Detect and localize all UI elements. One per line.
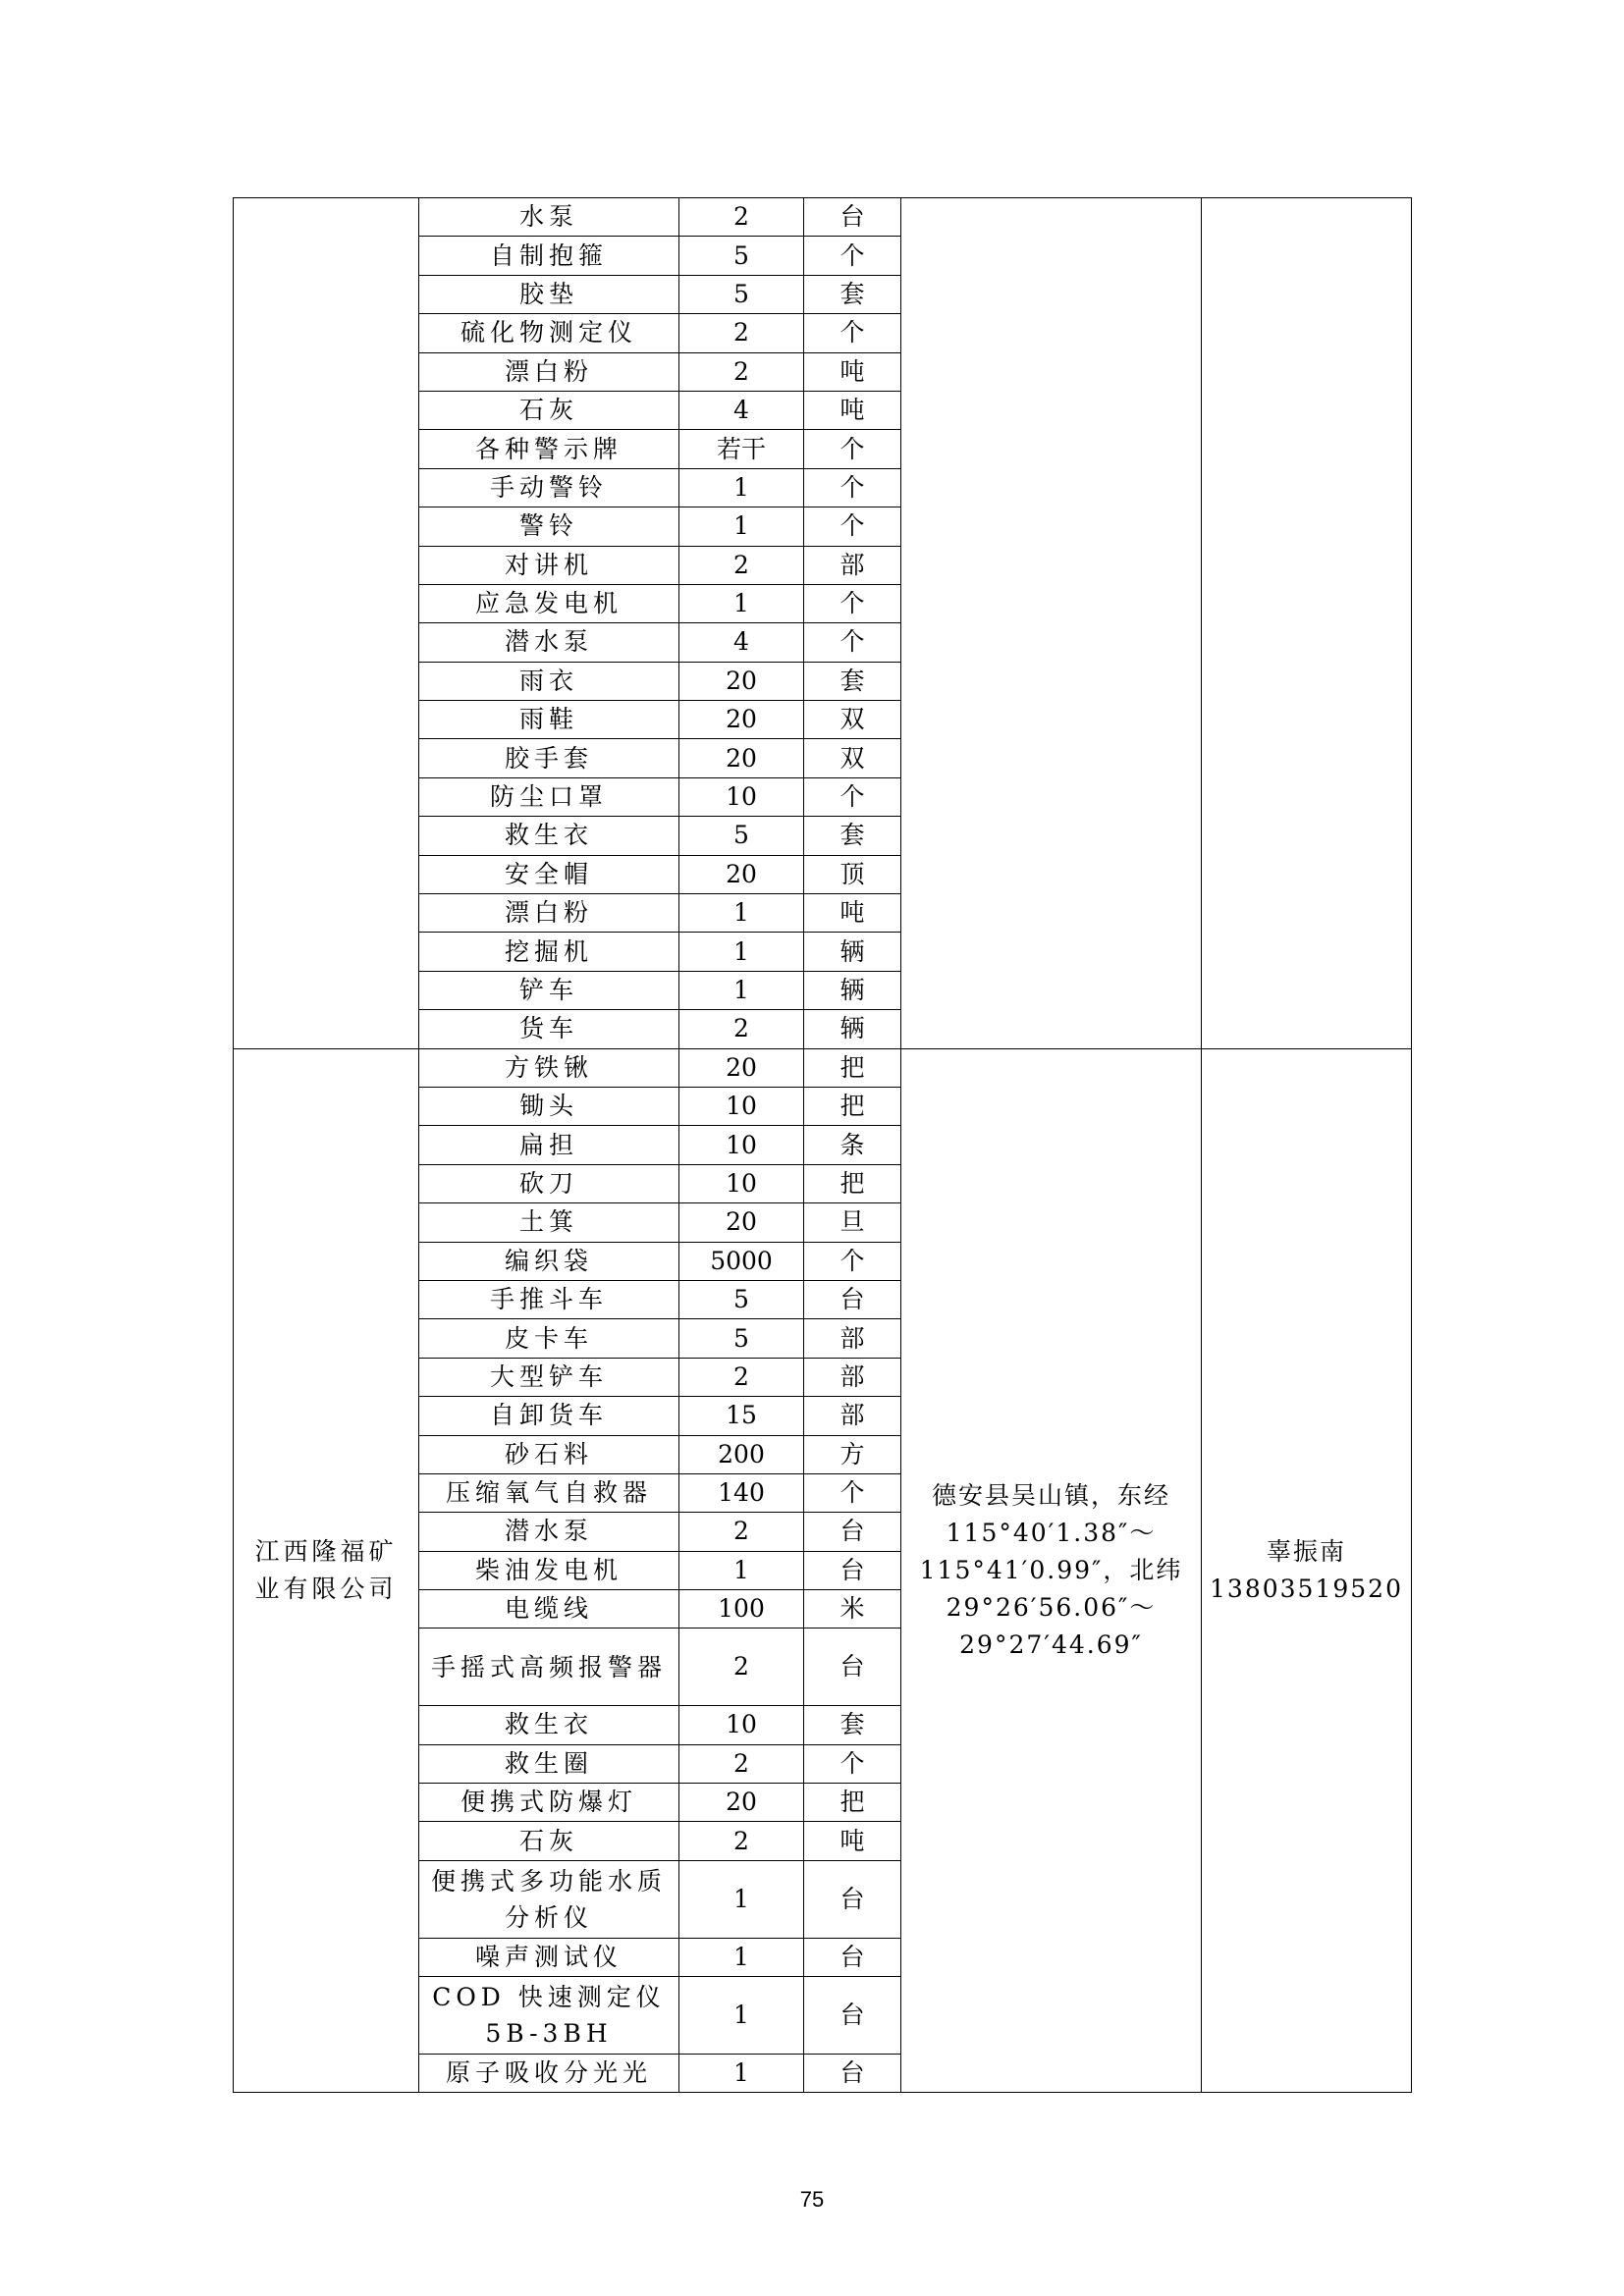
item-name-cell: 漂白粉 [419,352,679,391]
item-qty-cell: 1 [679,584,804,622]
item-name-cell: 便携式防爆灯 [419,1784,679,1822]
item-unit-cell: 个 [804,507,901,546]
item-unit-cell: 台 [804,1629,901,1706]
item-qty-cell: 200 [679,1435,804,1473]
item-unit-cell: 个 [804,777,901,816]
item-name-cell: 雨鞋 [419,701,679,739]
item-unit-cell: 吨 [804,391,901,429]
item-unit-cell: 个 [804,1473,901,1512]
item-qty-cell: 20 [679,1784,804,1822]
item-qty-cell: 5 [679,237,804,275]
item-qty-cell: 2 [679,1010,804,1048]
item-qty-cell: 10 [679,1164,804,1202]
item-qty-cell: 20 [679,1203,804,1242]
item-name-cell: 挖掘机 [419,933,679,971]
item-qty-cell: 1 [679,1551,804,1589]
item-qty-cell: 100 [679,1590,804,1629]
item-unit-cell: 条 [804,1126,901,1164]
item-qty-cell: 5 [679,1319,804,1358]
item-unit-cell: 个 [804,1744,901,1783]
item-name-cell: 噪声测试仪 [419,1938,679,1976]
item-unit-cell: 把 [804,1784,901,1822]
item-qty-cell: 1 [679,1977,804,2055]
item-name-cell: 对讲机 [419,546,679,584]
item-unit-cell: 台 [804,198,901,237]
item-qty-cell: 1 [679,894,804,933]
item-name-cell: 便携式多功能水质分析仪 [419,1860,679,1938]
item-unit-cell: 个 [804,1242,901,1280]
item-unit-cell: 双 [804,701,901,739]
item-qty-cell: 20 [679,1048,804,1087]
item-name-cell: 手推斗车 [419,1280,679,1318]
item-qty-cell: 2 [679,198,804,237]
item-unit-cell: 方 [804,1435,901,1473]
table-row [234,198,1412,237]
item-name-cell: 胶手套 [419,739,679,777]
item-name-cell: 潜水泵 [419,623,679,662]
item-unit-cell: 米 [804,1590,901,1629]
item-name-cell: 锄头 [419,1087,679,1125]
item-name-cell: 柴油发电机 [419,1551,679,1589]
item-unit-cell: 个 [804,584,901,622]
item-name-cell: 铲车 [419,971,679,1009]
item-qty-cell: 4 [679,623,804,662]
item-unit-cell: 旦 [804,1203,901,1242]
item-unit-cell: 套 [804,817,901,855]
item-unit-cell: 吨 [804,1822,901,1860]
item-unit-cell: 台 [804,2054,901,2092]
item-unit-cell: 套 [804,662,901,700]
item-qty-cell: 10 [679,1087,804,1125]
item-unit-cell: 台 [804,1551,901,1589]
contact-cell: 辜振南 13803519520 [1202,1048,1412,2093]
item-qty-cell: 1 [679,933,804,971]
item-unit-cell: 把 [804,1048,901,1087]
item-unit-cell: 台 [804,1860,901,1938]
item-name-cell: 漂白粉 [419,894,679,933]
item-qty-cell: 2 [679,1822,804,1860]
item-qty-cell: 10 [679,777,804,816]
equipment-table-body [234,198,1412,2093]
item-qty-cell: 2 [679,352,804,391]
item-qty-cell: 5 [679,275,804,313]
item-qty-cell: 140 [679,1473,804,1512]
item-qty-cell: 2 [679,1629,804,1706]
item-name-cell: 防尘口罩 [419,777,679,816]
item-name-cell: 编织袋 [419,1242,679,1280]
item-name-cell: 原子吸收分光光 [419,2054,679,2092]
item-qty-cell: 4 [679,391,804,429]
item-name-cell: 雨衣 [419,662,679,700]
item-qty-cell: 5000 [679,1242,804,1280]
item-unit-cell: 台 [804,1938,901,1976]
item-unit-cell: 套 [804,1706,901,1744]
location-cell [901,198,1202,1049]
item-unit-cell: 个 [804,430,901,468]
item-name-cell: 货车 [419,1010,679,1048]
item-name-cell: 潜水泵 [419,1513,679,1551]
item-name-cell: 各种警示牌 [419,430,679,468]
item-unit-cell: 套 [804,275,901,313]
item-name-cell: COD 快速测定仪 5B-3BH [419,1977,679,2055]
item-qty-cell: 20 [679,855,804,893]
item-qty-cell: 20 [679,739,804,777]
item-qty-cell: 15 [679,1397,804,1435]
item-unit-cell: 个 [804,314,901,352]
item-name-cell: 救生衣 [419,1706,679,1744]
item-name-cell: 砍刀 [419,1164,679,1202]
item-name-cell: 水泵 [419,198,679,237]
item-unit-cell: 个 [804,237,901,275]
item-name-cell: 硫化物测定仪 [419,314,679,352]
item-name-cell: 大型铲车 [419,1358,679,1396]
item-name-cell: 自卸货车 [419,1397,679,1435]
item-name-cell: 土箕 [419,1203,679,1242]
item-name-cell: 压缩氧气自救器 [419,1473,679,1512]
item-unit-cell: 吨 [804,352,901,391]
item-name-cell: 应急发电机 [419,584,679,622]
item-qty-cell: 10 [679,1126,804,1164]
item-name-cell: 救生圈 [419,1744,679,1783]
item-qty-cell: 2 [679,314,804,352]
contact-cell [1202,198,1412,1049]
item-qty-cell: 20 [679,662,804,700]
item-unit-cell: 把 [804,1164,901,1202]
item-unit-cell: 部 [804,1358,901,1396]
item-name-cell: 扁担 [419,1126,679,1164]
item-name-cell: 石灰 [419,1822,679,1860]
item-qty-cell: 5 [679,1280,804,1318]
org-cell [234,198,419,1049]
table-row [234,1048,1412,1087]
item-name-cell: 救生衣 [419,817,679,855]
item-name-cell: 自制抱箍 [419,237,679,275]
item-name-cell: 砂石料 [419,1435,679,1473]
item-unit-cell: 把 [804,1087,901,1125]
item-unit-cell: 辆 [804,971,901,1009]
item-qty-cell: 1 [679,1860,804,1938]
item-qty-cell: 20 [679,701,804,739]
item-qty-cell: 1 [679,971,804,1009]
equipment-table [233,197,1412,2093]
item-unit-cell: 部 [804,546,901,584]
item-unit-cell: 个 [804,468,901,507]
item-unit-cell: 部 [804,1397,901,1435]
item-unit-cell: 吨 [804,894,901,933]
item-name-cell: 电缆线 [419,1590,679,1629]
item-qty-cell: 1 [679,468,804,507]
item-unit-cell: 个 [804,623,901,662]
item-unit-cell: 台 [804,1280,901,1318]
item-name-cell: 安全帽 [419,855,679,893]
item-name-cell: 皮卡车 [419,1319,679,1358]
item-qty-cell: 2 [679,1358,804,1396]
item-name-cell: 石灰 [419,391,679,429]
item-qty-cell: 2 [679,1513,804,1551]
item-qty-cell: 5 [679,817,804,855]
item-qty-cell: 2 [679,546,804,584]
item-name-cell: 警铃 [419,507,679,546]
item-unit-cell: 台 [804,1977,901,2055]
item-qty-cell: 1 [679,507,804,546]
location-cell: 德安县吴山镇，东经115°40′1.38″～115°41′0.99″，北纬29°26′56.06″～29°27′44.69″ [901,1048,1202,2093]
item-unit-cell: 双 [804,739,901,777]
org-cell: 江西隆福矿业有限公司 [234,1048,419,2093]
item-name-cell: 方铁锹 [419,1048,679,1087]
item-qty-cell: 若干 [679,430,804,468]
item-name-cell: 手动警铃 [419,468,679,507]
item-qty-cell: 2 [679,1744,804,1783]
item-name-cell: 胶垫 [419,275,679,313]
item-qty-cell: 1 [679,2054,804,2092]
item-name-cell: 手摇式高频报警器 [419,1629,679,1706]
item-unit-cell: 辆 [804,933,901,971]
item-unit-cell: 辆 [804,1010,901,1048]
item-qty-cell: 10 [679,1706,804,1744]
item-qty-cell: 1 [679,1938,804,1976]
item-unit-cell: 台 [804,1513,901,1551]
item-unit-cell: 部 [804,1319,901,1358]
page-number: 75 [799,2187,825,2212]
item-unit-cell: 顶 [804,855,901,893]
